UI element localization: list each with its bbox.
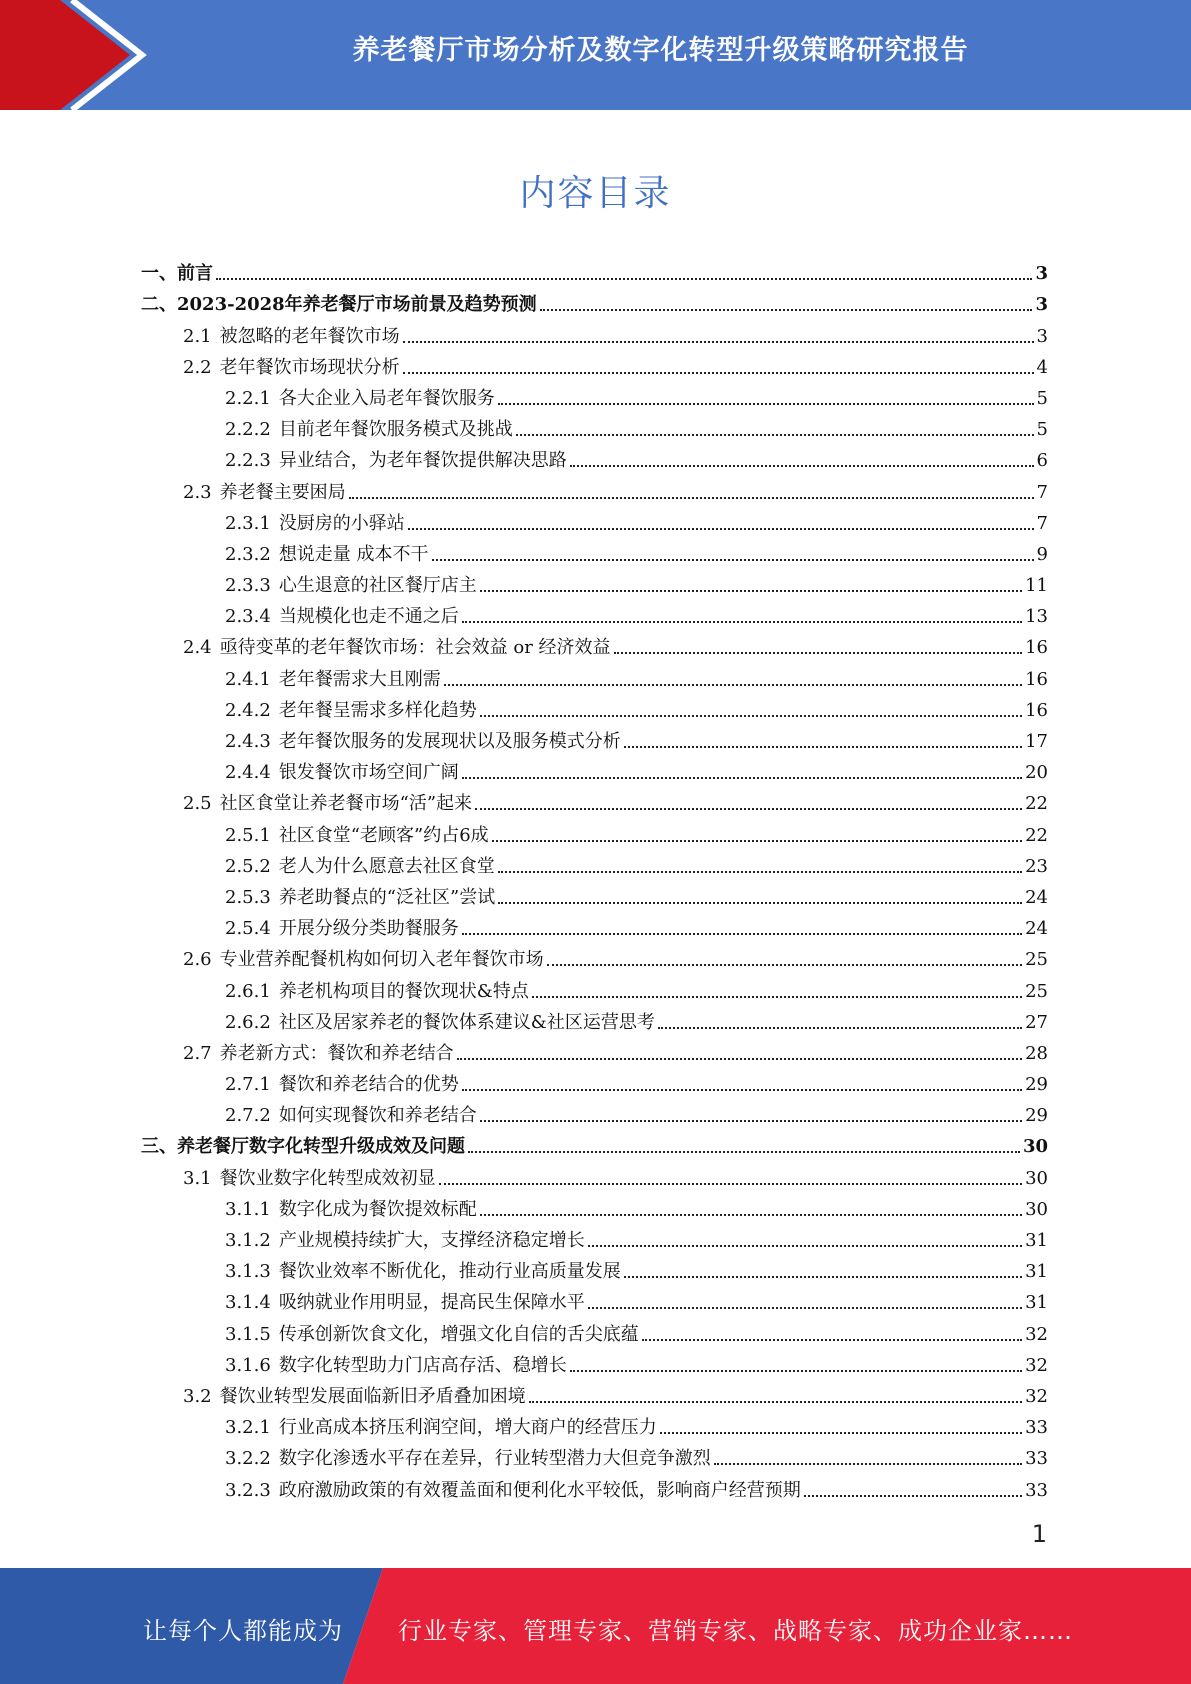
toc-entry-label: 社区及居家养老的餐饮体系建议&社区运营思考	[278, 1011, 655, 1033]
toc-entry[interactable]	[141, 1314, 1048, 1345]
toc-dot-leader	[658, 1027, 1022, 1029]
toc-entry-number: 3.1.4	[225, 1292, 271, 1314]
toc-dot-leader	[403, 372, 1034, 374]
toc-entry-page: 28	[1025, 1042, 1048, 1064]
toc-entry-number: 2.3	[183, 481, 212, 503]
toc-entry-page: 22	[1025, 793, 1048, 815]
toc-entry[interactable]	[141, 1470, 1048, 1501]
toc-entry-label: 亟待变革的老年餐饮市场：社会效益 or 经济效益	[219, 637, 611, 659]
toc-entry[interactable]	[141, 1190, 1048, 1221]
toc-entry-number: 2.7.1	[225, 1074, 271, 1096]
toc-entry-page: 22	[1025, 824, 1048, 846]
toc-entry-number: 2.4.2	[225, 699, 271, 721]
toc-entry-page: 5	[1036, 387, 1048, 409]
toc-entry-number: 3.2.3	[225, 1479, 271, 1501]
toc-entry-number: 2.6	[183, 949, 212, 971]
toc-entry[interactable]	[141, 878, 1048, 909]
toc-entry[interactable]	[141, 815, 1048, 846]
toc-entry-page: 3	[1035, 294, 1048, 316]
toc-entry-number: 2.7.2	[225, 1105, 271, 1127]
toc-entry-label: 老年餐需求大且刚需	[278, 668, 441, 690]
toc-entry-page: 25	[1025, 949, 1048, 971]
toc-entry-number: 2.4.3	[225, 731, 271, 752]
toc-entry-label: 养老餐主要困局	[219, 481, 346, 503]
toc-dot-leader	[462, 1089, 1022, 1091]
toc-entry-label: 养老餐厅数字化转型升级成效及问题	[177, 1136, 465, 1158]
toc-entry[interactable]	[141, 410, 1048, 441]
toc-dot-leader	[403, 341, 1034, 343]
toc-dot-leader	[588, 1245, 1022, 1247]
toc-dot-leader	[480, 715, 1022, 717]
toc-entry-label: 餐饮和养老结合的优势	[278, 1074, 459, 1096]
toc-entry[interactable]	[141, 940, 1048, 971]
toc-dot-leader	[642, 1339, 1022, 1341]
toc-entry-label: 没厨房的小驿站	[278, 512, 405, 534]
toc-entry[interactable]	[141, 847, 1048, 878]
toc-entry-number: 2.5.2	[225, 855, 271, 877]
footer-slogan-left: 让每个人都能成为	[143, 1617, 343, 1645]
toc-entry[interactable]	[141, 691, 1048, 722]
toc-dot-leader	[432, 559, 1034, 561]
toc-dot-leader	[408, 528, 1034, 530]
toc-dot-leader	[468, 1151, 1020, 1153]
toc-entry-number: 3.2.2	[225, 1448, 271, 1470]
toc-dot-leader	[532, 996, 1022, 998]
toc-entry[interactable]	[141, 971, 1048, 1002]
toc-entry[interactable]	[141, 659, 1048, 690]
toc-entry-number: 3.1	[183, 1167, 212, 1189]
toc-entry-page: 33	[1025, 1417, 1048, 1439]
toc-dot-leader	[714, 1463, 1022, 1465]
toc-entry-number: 3.2	[183, 1385, 212, 1407]
toc-entry[interactable]	[141, 1034, 1048, 1065]
toc-entry-number: 二、	[141, 294, 177, 316]
toc-entry-label: 前言	[177, 263, 213, 285]
page-header-band	[0, 0, 1191, 110]
toc-entry-number: 2.5.3	[225, 886, 271, 908]
toc-entry-number: 2.2	[183, 356, 212, 378]
toc-entry[interactable]	[141, 285, 1048, 316]
toc-entry-number: 2.3.2	[225, 543, 271, 565]
toc-entry-label: 餐饮业效率不断优化，推动行业高质量发展	[278, 1261, 621, 1283]
toc-dot-leader	[624, 746, 1022, 748]
toc-dot-leader	[462, 777, 1022, 779]
toc-entry-number: 2.3.3	[225, 575, 271, 597]
toc-entry[interactable]	[141, 504, 1048, 535]
page-number: 1	[1031, 1520, 1047, 1548]
toc-entry-label: 2023-2028年养老餐厅市场前景及趋势预测	[177, 294, 537, 316]
toc-entry[interactable]	[141, 348, 1048, 379]
toc-entry[interactable]	[141, 722, 1048, 753]
toc-dot-leader	[804, 1495, 1022, 1497]
toc-entry[interactable]	[141, 254, 1048, 285]
toc-entry[interactable]	[141, 1283, 1048, 1314]
toc-dot-leader	[480, 1120, 1022, 1122]
toc-dot-leader	[498, 403, 1034, 405]
toc-entry[interactable]	[141, 472, 1048, 503]
toc-entry-page: 4	[1036, 356, 1048, 378]
toc-entry-number: 2.3.1	[225, 512, 271, 534]
toc-entry[interactable]	[141, 1346, 1048, 1377]
toc-entry-label: 想说走量 成本不干	[278, 543, 429, 565]
toc-entry-label: 老人为什么愿意去社区食堂	[278, 855, 495, 877]
toc-entry-label: 银发餐饮市场空间广阔	[278, 762, 459, 784]
toc-entry-label: 当规模化也走不通之后	[278, 606, 459, 628]
toc-entry-page: 31	[1025, 1261, 1048, 1283]
toc-entry-label: 专业营养配餐机构如何切入老年餐饮市场	[219, 949, 544, 971]
report-title: 养老餐厅市场分析及数字化转型升级策略研究报告	[352, 35, 969, 66]
toc-entry[interactable]	[141, 1003, 1048, 1034]
toc-entry-number: 2.5.1	[225, 824, 271, 846]
toc-entry[interactable]	[141, 1439, 1048, 1470]
toc-dot-leader	[516, 434, 1034, 436]
toc-entry-page: 30	[1025, 1198, 1048, 1220]
toc-dot-leader	[480, 1214, 1022, 1216]
toc-entry-label: 心生退意的社区餐厅店主	[278, 575, 477, 597]
toc-entry-page: 9	[1036, 543, 1048, 565]
toc-entry-number: 2.4.4	[225, 762, 271, 784]
toc-entry[interactable]	[141, 1096, 1048, 1127]
toc-entry-number: 2.2.3	[225, 450, 271, 472]
toc-entry-label: 数字化成为餐饮提效标配	[278, 1198, 477, 1220]
toc-entry-label: 老年餐饮市场现状分析	[219, 356, 400, 378]
toc-entry-page: 32	[1025, 1323, 1048, 1345]
footer-slogan-right: 行业专家、管理专家、营销专家、战略专家、成功企业家……	[398, 1617, 1073, 1645]
toc-entry[interactable]	[141, 441, 1048, 472]
toc-entry-page: 7	[1036, 512, 1048, 534]
toc-dot-leader	[439, 1183, 1022, 1185]
toc-entry-number: 2.4.1	[225, 668, 271, 690]
toc-entry-label: 政府激励政策的有效覆盖面和便利化水平较低，影响商户经营预期	[278, 1479, 801, 1501]
toc-entry-page: 29	[1025, 1105, 1048, 1127]
toc-dot-leader	[540, 309, 1033, 311]
toc-entry-page: 3	[1035, 263, 1048, 285]
toc-dot-leader	[216, 278, 1032, 280]
toc-dot-leader	[498, 902, 1022, 904]
toc-dot-leader	[547, 964, 1022, 966]
toc-entry-page: 27	[1025, 1011, 1048, 1033]
toc-entry-page: 30	[1025, 1167, 1048, 1189]
toc-entry-number: 2.7	[183, 1042, 212, 1064]
toc-entry-page: 6	[1036, 450, 1048, 472]
toc-entry-page: 33	[1025, 1479, 1048, 1501]
toc-entry-number: 3.1.5	[225, 1323, 271, 1345]
toc-entry-page: 25	[1025, 980, 1048, 1002]
toc-dot-leader	[498, 871, 1022, 873]
toc-entry-page: 13	[1025, 606, 1048, 628]
toc-entry-number: 2.5	[183, 793, 212, 815]
toc-entry[interactable]	[141, 1408, 1048, 1439]
toc-entry-number: 3.1.6	[225, 1354, 271, 1376]
toc-entry-label: 吸纳就业作用明显，提高民生保障水平	[278, 1292, 585, 1314]
toc-entry-number: 2.5.4	[225, 918, 271, 940]
toc-entry[interactable]	[141, 535, 1048, 566]
toc-dot-leader	[480, 590, 1022, 592]
toc-dot-leader	[349, 497, 1034, 499]
toc-entry-label: 餐饮业数字化转型成效初显	[219, 1167, 436, 1189]
toc-entry-label: 养老新方式：餐饮和养老结合	[219, 1042, 454, 1064]
toc-entry[interactable]	[141, 753, 1048, 784]
toc-entry[interactable]	[141, 1158, 1048, 1189]
toc-entry-number: 2.3.4	[225, 606, 271, 628]
toc-entry-label: 产业规模持续扩大，支撑经济稳定增长	[278, 1230, 585, 1251]
toc-entry-label: 数字化转型助力门店高存活、稳增长	[278, 1354, 567, 1376]
toc-entry[interactable]	[141, 1252, 1048, 1283]
toc-dot-leader	[614, 652, 1023, 654]
toc-entry-page: 16	[1025, 668, 1048, 690]
toc-entry-page: 33	[1025, 1448, 1048, 1470]
toc-heading: 内容目录	[519, 173, 672, 214]
toc-entry-label: 开展分级分类助餐服务	[278, 918, 459, 940]
toc-entry[interactable]	[141, 1377, 1048, 1408]
toc-entry[interactable]	[141, 1221, 1048, 1252]
toc-entry-number: 2.6.1	[225, 980, 271, 1002]
toc-entry-label: 社区食堂让养老餐市场“活”起来	[219, 793, 473, 815]
toc-entry[interactable]	[141, 1065, 1048, 1096]
toc-entry-page: 31	[1025, 1230, 1048, 1251]
toc-dot-leader	[475, 808, 1022, 810]
toc-entry-page: 23	[1025, 855, 1048, 877]
toc-entry-page: 17	[1025, 731, 1048, 752]
toc-entry-number: 3.1.1	[225, 1198, 271, 1220]
toc-entry-label: 异业结合，为老年餐饮提供解决思路	[278, 450, 567, 472]
toc-entry-label: 传承创新饮食文化，增强文化自信的舌尖底蕴	[278, 1323, 639, 1345]
toc-entry-number: 一、	[141, 263, 177, 285]
toc-dot-leader	[457, 1058, 1022, 1060]
toc-dot-leader	[624, 1276, 1022, 1278]
toc-entry[interactable]	[141, 909, 1048, 940]
toc-dot-leader	[462, 933, 1022, 935]
toc-entry-label: 行业高成本挤压利润空间，增大商户的经营压力	[278, 1417, 657, 1439]
toc-entry-number: 2.2.2	[225, 419, 271, 441]
toc-entry-page: 16	[1025, 637, 1048, 659]
toc-entry[interactable]	[141, 566, 1048, 597]
toc-entry-label: 社区食堂“老顾客”约占6成	[278, 824, 489, 846]
toc-entry[interactable]	[141, 1127, 1048, 1158]
toc-entry-label: 目前老年餐饮服务模式及挑战	[278, 419, 513, 441]
toc-entry-page: 24	[1025, 918, 1048, 940]
toc-entry-number: 2.1	[183, 325, 212, 347]
toc-dot-leader	[588, 1307, 1022, 1309]
toc-entry-page: 24	[1025, 886, 1048, 908]
toc-dot-leader	[660, 1432, 1022, 1434]
toc-entry-label: 老年餐呈需求多样化趋势	[278, 699, 477, 721]
toc-entry[interactable]	[141, 597, 1048, 628]
toc-dot-leader	[462, 621, 1022, 623]
toc-entry-label: 数字化渗透水平存在差异，行业转型潜力大但竞争激烈	[278, 1448, 711, 1470]
toc-entry-label: 如何实现餐饮和养老结合	[278, 1105, 477, 1127]
toc-entry-page: 32	[1025, 1385, 1048, 1407]
toc-entry-label: 养老助餐点的“泛社区”尝试	[278, 886, 496, 908]
toc-dot-leader	[529, 1401, 1022, 1403]
toc-dot-leader	[492, 840, 1022, 842]
toc-entry[interactable]	[141, 628, 1048, 659]
toc-entry-page: 3	[1036, 325, 1048, 347]
toc-entry-page: 31	[1025, 1292, 1048, 1314]
toc-entry-page: 11	[1025, 575, 1048, 597]
toc-entry-number: 3.1.2	[225, 1230, 271, 1251]
toc-entry-label: 被忽略的老年餐饮市场	[219, 325, 400, 347]
toc-entry-number: 2.4	[183, 637, 212, 659]
toc-entry-page: 32	[1025, 1354, 1048, 1376]
toc-entry-number: 2.6.2	[225, 1011, 271, 1033]
toc-dot-leader	[570, 465, 1034, 467]
toc-dot-leader	[444, 684, 1022, 686]
toc-entry-label: 老年餐饮服务的发展现状以及服务模式分析	[278, 731, 621, 752]
toc-entry-label: 餐饮业转型发展面临新旧矛盾叠加困境	[219, 1385, 526, 1407]
toc-entry-page: 7	[1036, 481, 1048, 503]
toc-entry[interactable]	[141, 379, 1048, 410]
toc-entry-number: 三、	[141, 1136, 177, 1158]
toc-entry-label: 养老机构项目的餐饮现状&特点	[278, 980, 529, 1002]
toc-entry-page: 5	[1036, 419, 1048, 441]
toc-entry-number: 2.2.1	[225, 387, 271, 409]
toc-entry[interactable]	[141, 784, 1048, 815]
toc-entry-number: 3.2.1	[225, 1417, 271, 1439]
toc-entry-number: 3.1.3	[225, 1261, 271, 1283]
toc-entry-page: 29	[1025, 1074, 1048, 1096]
page-footer-band	[0, 1568, 1191, 1684]
toc-entry-label: 各大企业入局老年餐饮服务	[278, 387, 495, 409]
table-of-contents	[141, 254, 1048, 1502]
toc-entry[interactable]	[141, 316, 1048, 347]
toc-entry-page: 30	[1022, 1136, 1048, 1158]
toc-entry-page: 20	[1025, 762, 1048, 784]
toc-dot-leader	[570, 1370, 1022, 1372]
toc-entry-page: 16	[1025, 699, 1048, 721]
